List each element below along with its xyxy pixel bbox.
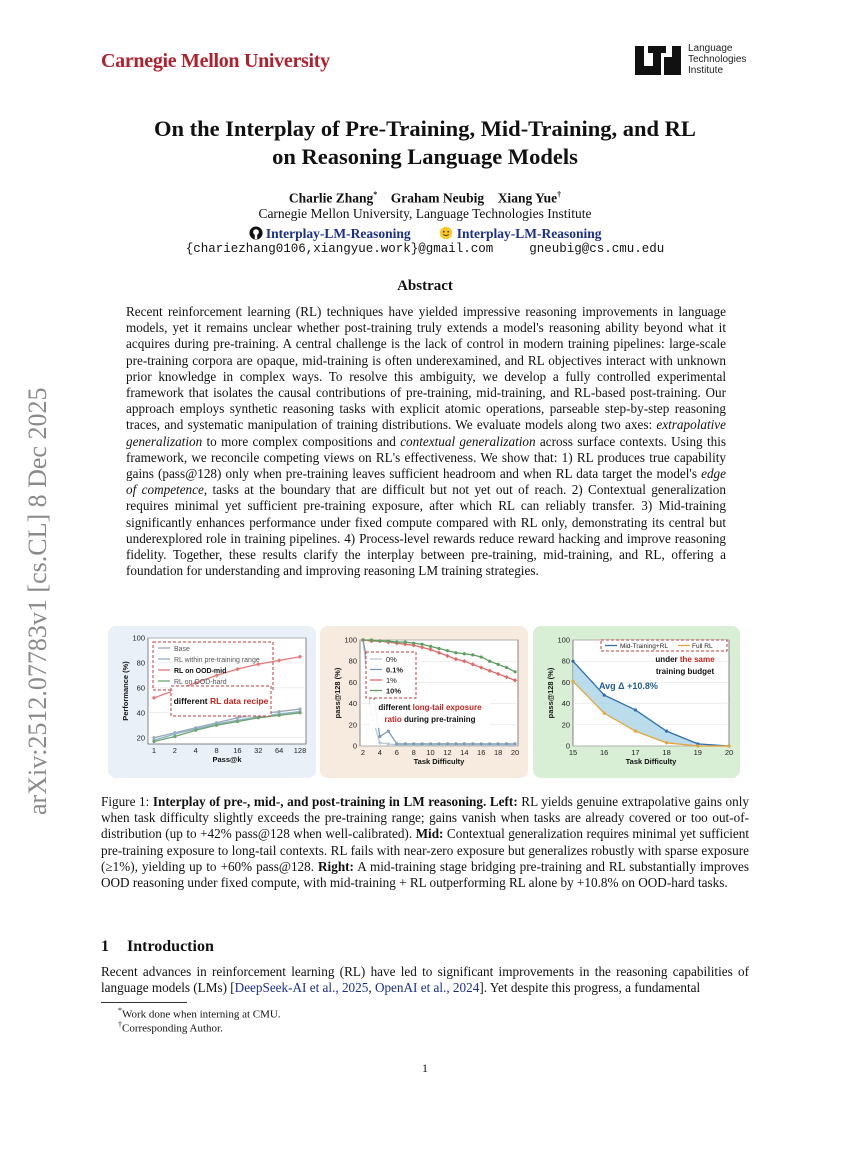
abstract-emphasis: extrapolative generalization: [126, 417, 726, 449]
series-1-point: [513, 742, 516, 745]
abstract-heading: Abstract: [397, 278, 453, 294]
footnote-mark: †: [118, 1020, 122, 1029]
series-1-point: [412, 742, 415, 745]
caption-title: Interplay of pre-, mid-, and post-training in LM reasoning.: [152, 794, 487, 809]
series-1-point: [387, 730, 390, 733]
series-0-point: [387, 742, 390, 745]
series-3-point: [152, 740, 155, 743]
annotation-suffix: during pre-training: [401, 715, 476, 724]
series-0-point: [571, 660, 574, 663]
x-tick-label: 16: [233, 746, 242, 755]
caption-left-text: RL yields genuine extrapolative gains only when task difficulty slightly exceeds the pre-training range; gains vanish when tasks are already covered or too out-of-distribution (up to +42% pass@128 when well-calibrated).: [101, 794, 749, 842]
caption-mid-label: Mid:: [412, 826, 444, 842]
series-0-point: [378, 741, 381, 744]
affiliation: Carnegie Mellon University, Language Technologies Institute: [258, 206, 592, 221]
y-tick-label: 80: [561, 656, 570, 666]
series-3-point: [257, 716, 260, 719]
x-tick-label: 8: [411, 748, 416, 757]
annotation-text: [384, 715, 475, 724]
series-3-point: [497, 663, 500, 666]
annotation-prefix: different: [173, 696, 210, 706]
x-tick-label: 19: [693, 748, 702, 757]
figure-panel-right: [533, 626, 740, 778]
abstract-segment: to more complex compositions and: [202, 433, 401, 449]
series-1-point: [429, 742, 432, 745]
y-tick-label: 20: [561, 720, 570, 730]
series-3-point: [215, 724, 218, 727]
legend-label: RL on OOD-mid: [174, 668, 227, 675]
x-tick-label: 4: [377, 748, 382, 757]
y-tick-label: 80: [348, 656, 357, 666]
series-3-point: [404, 641, 407, 644]
legend-label: 10%: [386, 686, 402, 696]
annotation-highlight: ratio: [384, 715, 402, 724]
series-1-point: [463, 742, 466, 745]
footnote-rule: [101, 1002, 187, 1003]
x-tick-label: 17: [631, 748, 640, 757]
abstract-text: [126, 304, 726, 579]
abstract-emphasis: contextual generalization: [400, 433, 536, 449]
x-tick-label: 20: [724, 748, 734, 757]
caption-right-label: Right:: [314, 858, 354, 874]
github-icon: [249, 226, 263, 240]
series-1-point: [437, 742, 440, 745]
series-3-point: [298, 711, 301, 714]
avg-gain-label: Avg Δ +10.8%: [599, 681, 658, 691]
author-name: Xiang Yue: [497, 190, 558, 206]
paper-title: [60, 115, 790, 171]
y-tick-label: 20: [136, 733, 145, 743]
section-title: Introduction: [127, 938, 214, 955]
x-tick-label: 14: [460, 748, 469, 757]
footnote: [118, 1020, 223, 1035]
series-3-point: [173, 735, 176, 738]
x-axis-label: Task Difficulty: [625, 757, 677, 766]
github-link[interactable]: Interplay-LM-Reasoning: [265, 226, 411, 241]
y-axis-label: pass@128 (%): [546, 667, 555, 719]
series-3-point: [513, 670, 516, 673]
abstract-segment: Recent reinforcement learning (RL) techniques have yielded impressive reasoning improvements in language models, yet it remains unclear whether post-training truly extends a model's reasoning ability beyond what it acquires during pre-training. A central challenge is the lack of control in modern training pipelines: large-scale pre-training corpora are opaque, mid-training is often underexamined, and RL objectives interact with unknown prior knowledge in complex ways. To resolve this ambiguity, we develop a fully controlled experimental framework that isolates the causal contributions of pre-training, mid-training, and RL-based post-training. Our approach employs synthetic reasoning tasks with explicit atomic operations, parseable step-by-step reasoning traces, and systematic manipulation of training distributions. We evaluate models along two axes:: [126, 304, 726, 433]
footnote-text: Work done when interning at CMU.: [122, 1008, 281, 1021]
annotation-text: [655, 655, 715, 664]
series-0-point: [665, 730, 668, 733]
project-links: [60, 226, 790, 242]
chart-left: [108, 626, 316, 778]
figure-panel-left: [108, 626, 316, 778]
abstract-segment: across surface contexts. Using this framework, we reconcile competing views on RL's effectiveness. We show that: 1) RL produces true capability gains (pass@128) only when pre-training leaves sufficient headroom and when RL data target the model's: [126, 433, 726, 482]
x-tick-label: 4: [193, 746, 198, 755]
series-1-point: [471, 742, 474, 745]
annotation-prefix: different: [378, 703, 413, 712]
x-tick-label: 1: [151, 746, 157, 755]
legend-label: RL on OOD-hard: [174, 679, 227, 686]
series-3-point: [437, 647, 440, 650]
y-tick-label: 100: [132, 633, 145, 643]
caption-right-text: A mid-training stage bridging pre-training and RL substantially improves OOD reasoning under fixed compute, with mid-training + RL outperforming RL alone by +10.8% on OOD-hard tasks.: [101, 858, 749, 891]
legend-label: Mid-Training+RL: [620, 643, 668, 650]
series-1-point: [505, 742, 508, 745]
series-1-point: [488, 742, 491, 745]
series-1-point: [404, 742, 407, 745]
x-tick-label: 16: [600, 748, 609, 757]
page-number: 1: [422, 1061, 428, 1075]
series-3-point: [454, 651, 457, 654]
legend-label: RL within pre-training range: [174, 657, 260, 664]
figure-caption: [101, 794, 749, 891]
legend-label: Full RL: [692, 643, 713, 650]
series-0-point: [603, 694, 606, 697]
y-tick-label: 80: [136, 658, 145, 668]
annotation-highlight: long-tail exposure: [412, 703, 482, 712]
series-1-point: [421, 742, 424, 745]
series-3-point: [488, 660, 491, 663]
lti-logo-icon: [634, 43, 682, 77]
series-1-point: [696, 744, 699, 747]
arxiv-stamp: [18, 345, 58, 815]
section-number: 1: [101, 938, 109, 955]
annotation-prefix: under: [655, 655, 680, 664]
abstract-segment: , tasks at the boundary that are difficult but not yet out of reach. 2) Contextual generalization requires minimal yet sufficient pre-training exposure, after which RL can reliably transfer. 3) Mid-training significantly enhances performance under fixed compute compared with RL only, demonstrating its central but underexplored role in training pipelines. 4) Process-level rewards reduce reward hacking and improve reasoning fidelity. Together, these results clarify the interplay between pre-training, mid-training, and RL, offering a foundation for understanding and improving reasoning LM training strategies.: [126, 482, 726, 579]
intro-text: ,: [368, 980, 375, 996]
caption-left-label: Left:: [486, 794, 518, 809]
institute-line: Technologies: [688, 54, 747, 65]
series-3-point: [370, 638, 373, 641]
series-3-point: [412, 642, 415, 645]
x-axis-label: Task Difficulty: [413, 757, 465, 766]
series-3-point: [236, 720, 239, 723]
x-tick-label: 64: [274, 746, 284, 755]
series-3-point: [361, 638, 364, 641]
series-3-point: [463, 652, 466, 655]
y-tick-label: 100: [344, 635, 357, 645]
y-tick-label: 40: [136, 708, 145, 718]
series-3-point: [480, 655, 483, 658]
y-tick-label: 40: [348, 699, 357, 709]
legend-label: Base: [174, 646, 190, 653]
x-tick-label: 18: [662, 748, 671, 757]
series-1-point: [603, 712, 606, 715]
series-0-point: [634, 708, 637, 711]
footnote: [118, 1006, 281, 1021]
intro-text: ]. Yet despite this progress, a fundamental: [479, 980, 701, 996]
legend-label: 0.1%: [386, 665, 404, 675]
y-tick-label: 60: [561, 677, 570, 687]
figure-panel-mid: [320, 626, 528, 778]
footnote-text: Corresponding Author.: [122, 1022, 223, 1035]
author-name: Charlie Zhang: [288, 190, 374, 206]
series-1-point: [571, 680, 574, 683]
series-1-point: [727, 744, 730, 747]
series-3-point: [378, 639, 381, 642]
title-line-1: On the Interplay of Pre-Training, Mid-Training, and RL: [154, 116, 696, 141]
series-1-point: [480, 742, 483, 745]
x-tick-label: 20: [510, 748, 520, 757]
y-tick-label: 20: [348, 720, 357, 730]
institute-line: Institute: [688, 65, 724, 76]
series-1-point: [446, 742, 449, 745]
series-3-point: [421, 643, 424, 646]
chart-mid: [320, 626, 528, 778]
series-1-point: [634, 730, 637, 733]
huggingface-link[interactable]: Interplay-LM-Reasoning: [456, 226, 602, 241]
author-list: [60, 190, 790, 207]
x-axis-label: Pass@k: [212, 755, 242, 764]
x-tick-label: 128: [293, 746, 307, 755]
series-1-point: [378, 735, 381, 738]
x-tick-label: 32: [254, 746, 263, 755]
x-tick-label: 10: [426, 748, 435, 757]
arxiv-stamp-text: arXiv:2512.07783v1 [cs.CL] 8 Dec 2025: [23, 387, 52, 815]
y-tick-label: 60: [136, 683, 145, 693]
series-1-point: [454, 742, 457, 745]
x-tick-label: 2: [360, 748, 366, 757]
series-3-point: [446, 649, 449, 652]
institute-name: [688, 43, 746, 76]
annotation-highlight: the same: [679, 655, 715, 664]
citation-link[interactable]: DeepSeek-AI et al., 2025: [234, 980, 369, 996]
x-tick-label: 6: [394, 748, 399, 757]
email-secondary[interactable]: gneubig@cs.cmu.edu: [529, 242, 665, 256]
contact-emails: [60, 242, 790, 256]
author-mark: †: [557, 190, 562, 199]
annotation-text: training budget: [655, 667, 715, 676]
section-heading: [101, 938, 214, 956]
series-3-point: [194, 729, 197, 732]
y-tick-label: 40: [561, 699, 570, 709]
caption-label: Figure 1:: [101, 794, 153, 809]
caption-mid-text: Contextual generalization requires minimal yet sufficient pre-training exposure to long-tail contexts. RL fails with near-zero exposure but generalizes robustly with sparse exposure (≥1%), yielding up to +60% pass@128.: [101, 826, 749, 874]
huggingface-icon: [439, 226, 453, 240]
legend-label: 1%: [386, 676, 397, 685]
y-axis-label: Performance (%): [121, 661, 130, 721]
series-1-point: [395, 742, 398, 745]
institute-line: Language: [688, 43, 733, 54]
series-3-point: [429, 645, 432, 648]
title-line-2: on Reasoning Language Models: [272, 144, 578, 169]
citation-link[interactable]: OpenAI et al., 2024: [374, 980, 480, 996]
series-1-point: [665, 741, 668, 744]
series-1-point: [497, 742, 500, 745]
x-tick-label: 15: [568, 748, 578, 757]
author-name: Graham Neubig: [390, 190, 485, 206]
series-3-point: [505, 666, 508, 669]
chart-right: [533, 626, 740, 778]
series-3-point: [387, 639, 390, 642]
annotation-text: [378, 703, 482, 712]
y-tick-label: 0: [565, 741, 570, 751]
y-tick-label: 100: [557, 635, 570, 645]
author-mark: *: [373, 190, 378, 199]
x-tick-label: 2: [172, 746, 177, 755]
x-tick-label: 12: [443, 748, 452, 757]
abstract-emphasis: edge of competence: [126, 466, 726, 498]
x-tick-label: 18: [493, 748, 503, 757]
series-3-point: [471, 653, 474, 656]
email-primary[interactable]: {chariezhang0106,xiangyue.work}@gmail.com: [185, 242, 494, 256]
y-axis-label: pass@128 (%): [333, 667, 342, 719]
intro-text: Recent advances in reinforcement learning (RL) have led to significant improvements in the reasoning capabilities of language models (LMs) [: [101, 964, 749, 996]
series-3-point: [278, 714, 281, 717]
series-3-point: [395, 641, 398, 644]
legend-label: 0%: [386, 655, 397, 664]
intro-paragraph: [101, 964, 749, 996]
y-tick-label: 60: [348, 677, 357, 687]
annotation-highlight: RL data recipe: [209, 696, 269, 706]
x-tick-label: 16: [477, 748, 486, 757]
university-name: Carnegie Mellon University: [101, 50, 330, 72]
x-tick-label: 8: [214, 746, 219, 755]
annotation-text: [174, 696, 269, 706]
y-tick-label: 0: [352, 741, 357, 751]
footnote-mark: *: [118, 1006, 122, 1015]
